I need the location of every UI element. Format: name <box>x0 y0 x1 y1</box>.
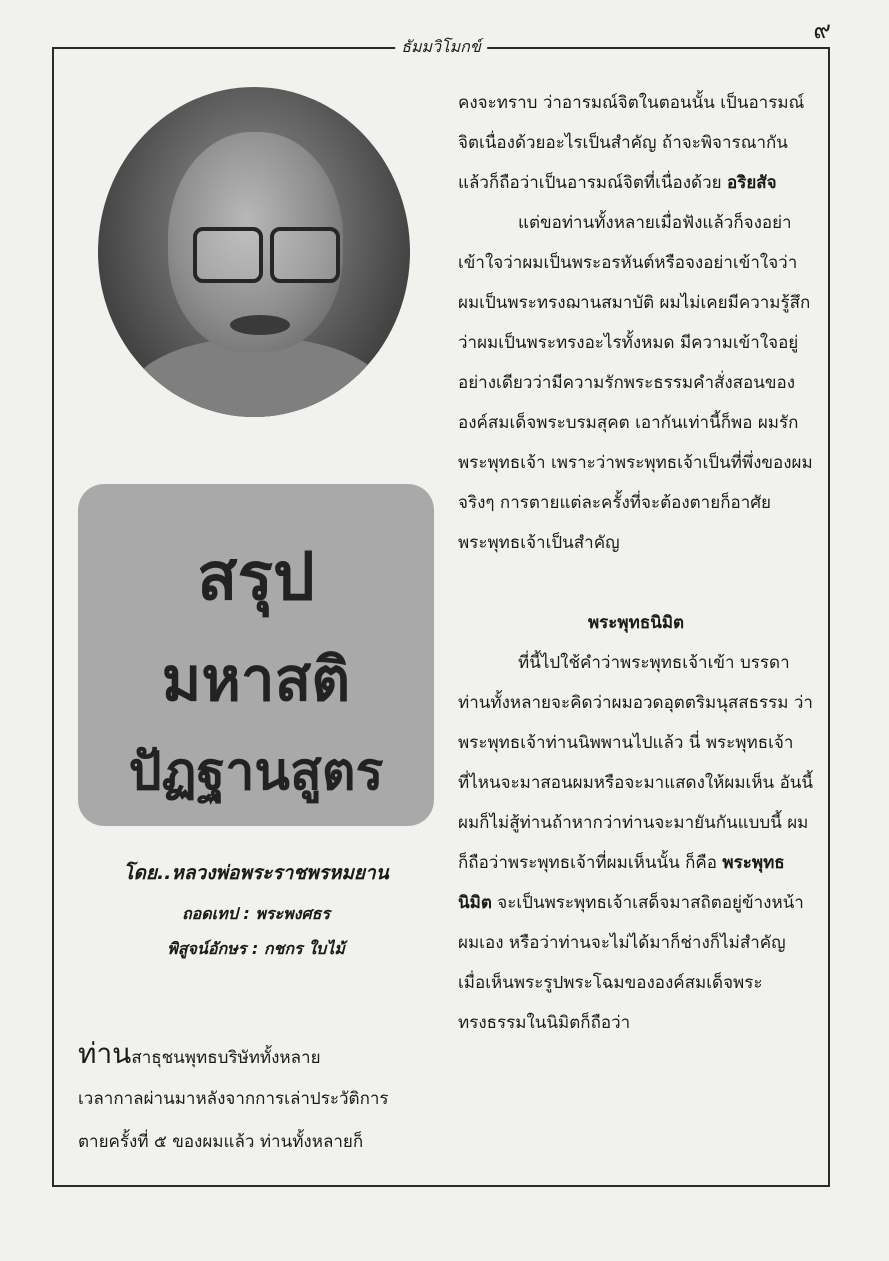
paragraph-1 <box>458 83 814 203</box>
author-byline: โดย..หลวงพ่อพระราชพรหมยาน <box>123 862 389 884</box>
paragraph-1-text: คงจะทราบ ว่าอารมณ์จิตในตอนนั้น เป็นอารมณ์จิตเนื่องด้วยอะไรเป็นสำคัญ ถ้าจะพิจารณากันแล้วก็ถือว่าเป็นอารมณ์จิตที่เนื่องด้วย <box>458 93 805 193</box>
title-line-1: สรุป <box>197 538 315 615</box>
mouth-shape <box>230 315 290 335</box>
left-column-line-2: เวลากาลผ่านมาหลังจากการเล่าประวัติการ <box>78 1089 389 1109</box>
bold-term-buddha-nimit: พระพุทธนิมิต <box>458 853 785 913</box>
paragraph-2: แต่ขอท่านทั้งหลายเมื่อฟังแล้วก็จงอย่าเข้าใจว่าผมเป็นพระอรหันต์หรือจงอย่าเข้าใจว่าผมเป็นพระทรงฌานสมาบัติ ผมไม่เคยมีความรู้สึกว่าผมเป็นพระทรงอะไรทั้งหมด มีความเข้าใจอยู่อย่างเดียวว่ามีความรักพระธรรมคำสั่งสอนขององค์สมเด็จพระบรมสุคต เอากันเท่านี้ก็พอ ผมรักพระพุทธเจ้า เพราะว่าพระพุทธเจ้าเป็นที่พึ่งของผมจริงๆ การตายแต่ละครั้งที่จะต้องตายก็อาศัยพระพุทธเจ้าเป็นสำคัญ <box>458 213 813 553</box>
running-header: ธัมมวิโมกข์ <box>395 35 487 60</box>
right-column <box>458 83 814 1043</box>
left-line-1-rest: สาธุชนพุทธบริษัททั้งหลาย <box>131 1048 321 1068</box>
glasses-left-lens <box>193 227 263 283</box>
page-number: ๙ <box>813 16 831 44</box>
glasses-right-lens <box>270 227 340 283</box>
paragraph-3-text-a: ที่นี้ไปใช้คำว่าพระพุทธเจ้าเข้า บรรดาท่านทั้งหลายจะคิดว่าผมอวดอุตตริมนุสสธรรม ว่าพระพุทธเจ้าท่านนิพพานไปแล้ว นี่ พระพุทธเจ้าที่ไหนจะมาสอนผมหรือจะมาแสดงให้ผมเห็น อันนี้ผมก็ไม่สู้ท่านถ้าหากว่าท่านจะมายันกันแบบนี้ ผมก็ถือว่าพระพุทธเจ้าที่ผมเห็นนั้น ก็คือ <box>458 653 814 873</box>
title-line-2: มหาสติ <box>161 645 351 715</box>
paragraph-3-text-b: จะเป็นพระพุทธเจ้าเสด็จมาสถิตอยู่ข้างหน้าผมเอง หรือว่าท่านจะไม่ได้มาก็ช่างก็ไม่สำคัญ เมื่อเห็นพระรูปพระโฉมขององค์สมเด็จพระทรงธรรมในนิมิตก็ถือว่า <box>458 893 804 1033</box>
dropcap-word: ท่าน <box>78 1037 132 1070</box>
proofreader-credit: พิสูจน์อักษร : กชกร ใบไม้ <box>167 939 345 958</box>
left-column-line-3: ตายครั้งที่ ๕ ของผมแล้ว ท่านทั้งหลายก็ <box>78 1132 364 1152</box>
paragraph-3 <box>458 643 814 1043</box>
transcriber-credit: ถอดเทป : พระพงศธร <box>181 904 330 923</box>
article-title-box <box>78 484 434 826</box>
title-line-3: ปัฏฐานสูตร <box>128 742 384 802</box>
monk-portrait-photo <box>98 87 410 417</box>
subheading-buddha-nimit: พระพุทธนิมิต <box>587 613 685 633</box>
bold-term-ariyasat: อริยสัจ <box>727 173 777 193</box>
left-column-line-1 <box>78 1034 440 1078</box>
